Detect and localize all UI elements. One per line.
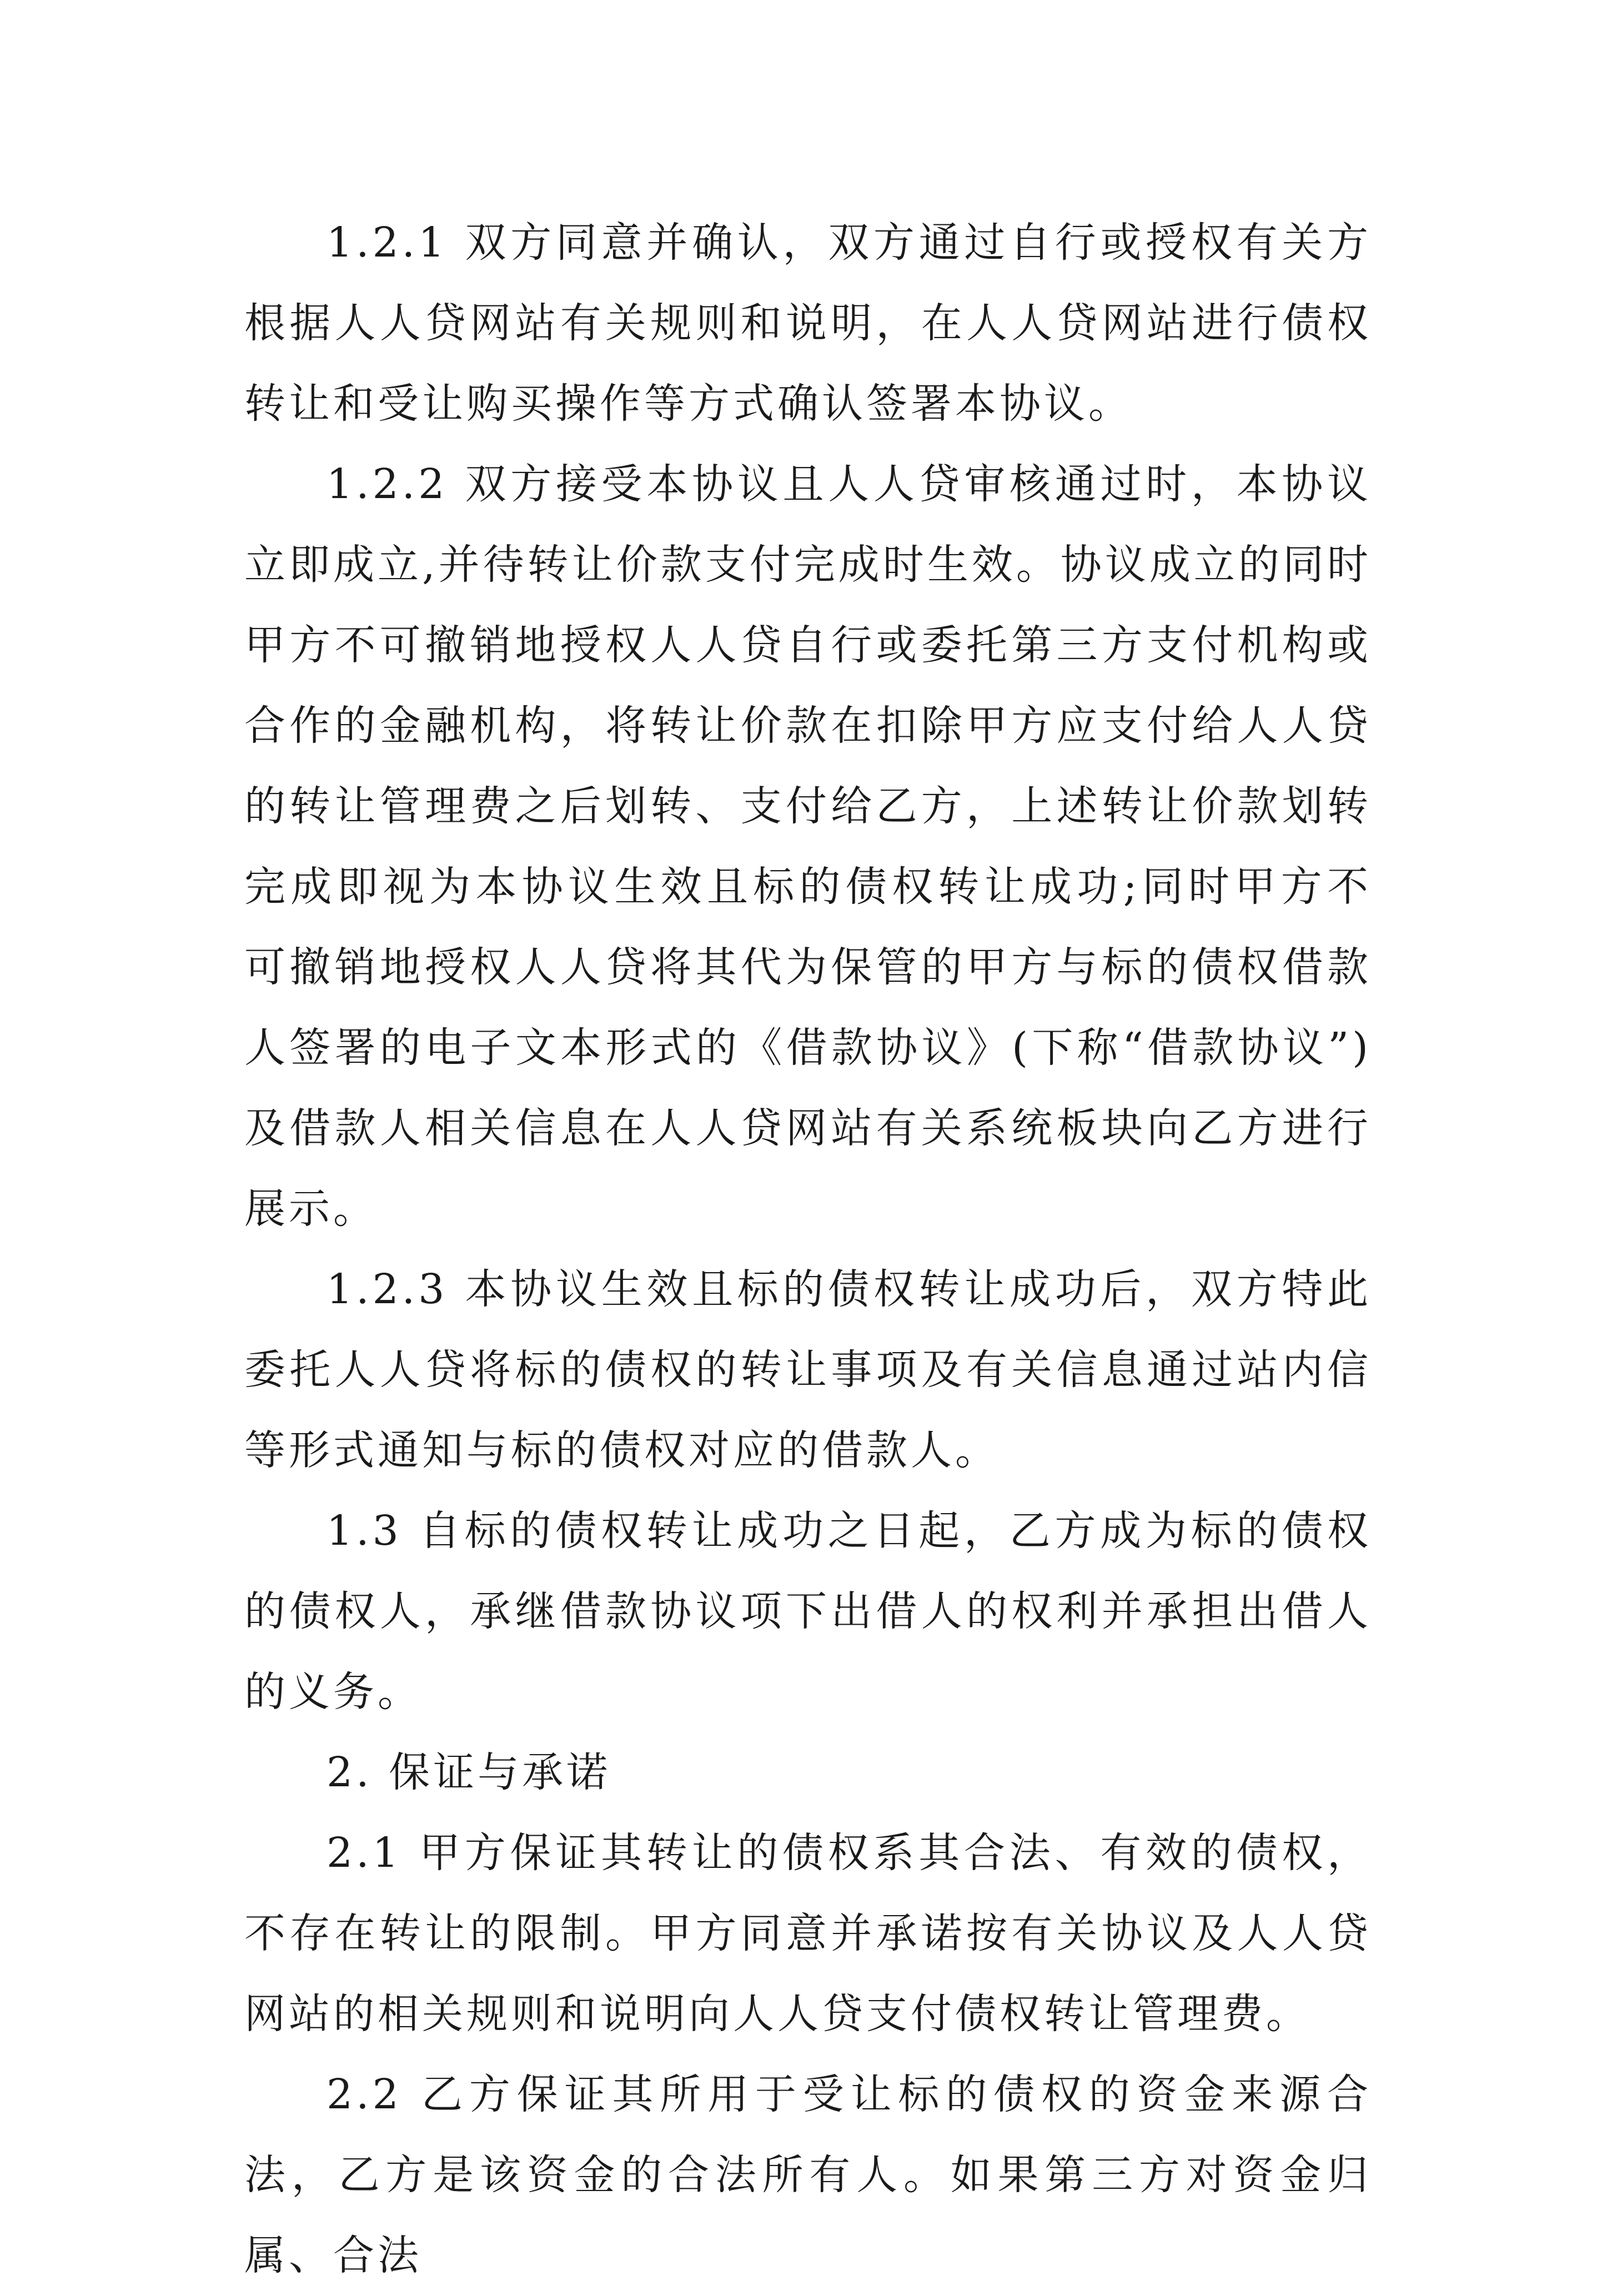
clause-1-2-1: 1.2.1 双方同意并确认，双方通过自行或授权有关方根据人人贷网站有关规则和说明，在人人贷网站进行债权转让和受让购买操作等方式确认签署本协议。 — [244, 219, 1372, 428]
document-body — [244, 203, 1372, 2296]
clause-1-3: 1.3 自标的债权转让成功之日起，乙方成为标的债权的债权人，承继借款协议项下出借人的权利并承担出借人的义务。 — [244, 1507, 1372, 1716]
clause-2-2: 2.2 乙方保证其所用于受让标的债权的资金来源合法，乙方是该资金的合法所有人。如果第三方对资金归属、合法 — [244, 2071, 1372, 2279]
clause-1-2-2: 1.2.2 双方接受本协议且人人贷审核通过时，本协议立即成立,并待转让价款支付完成时生效。协议成立的同时甲方不可撤销地授权人人贷自行或委托第三方支付机构或合作的金融机构，将转让价款在扣除甲方应支付给人人贷的转让管理费之后划转、支付给乙方，上述转让价款划转完成即视为本协议生效且标的债权转让成功;同时甲方不可撤销地授权人人贷将其代为保管的甲方与标的债权借款人签署的电子文本形式的《借款协议》(下称“借款协议”)及借款人相关信息在人人贷网站有关系统板块向乙方进行展示。 — [244, 460, 1372, 1233]
clause-1-2-3: 1.2.3 本协议生效且标的债权转让成功后，双方特此委托人人贷将标的债权的转让事项及有关信息通过站内信等形式通知与标的债权对应的借款人。 — [244, 1265, 1372, 1474]
clause-2-1: 2.1 甲方保证其转让的债权系其合法、有效的债权，不存在转让的限制。甲方同意并承诺按有关协议及人人贷网站的相关规则和说明向人人贷支付债权转让管理费。 — [244, 1829, 1372, 2038]
section-heading-2: 2. 保证与承诺 — [327, 1749, 611, 1796]
